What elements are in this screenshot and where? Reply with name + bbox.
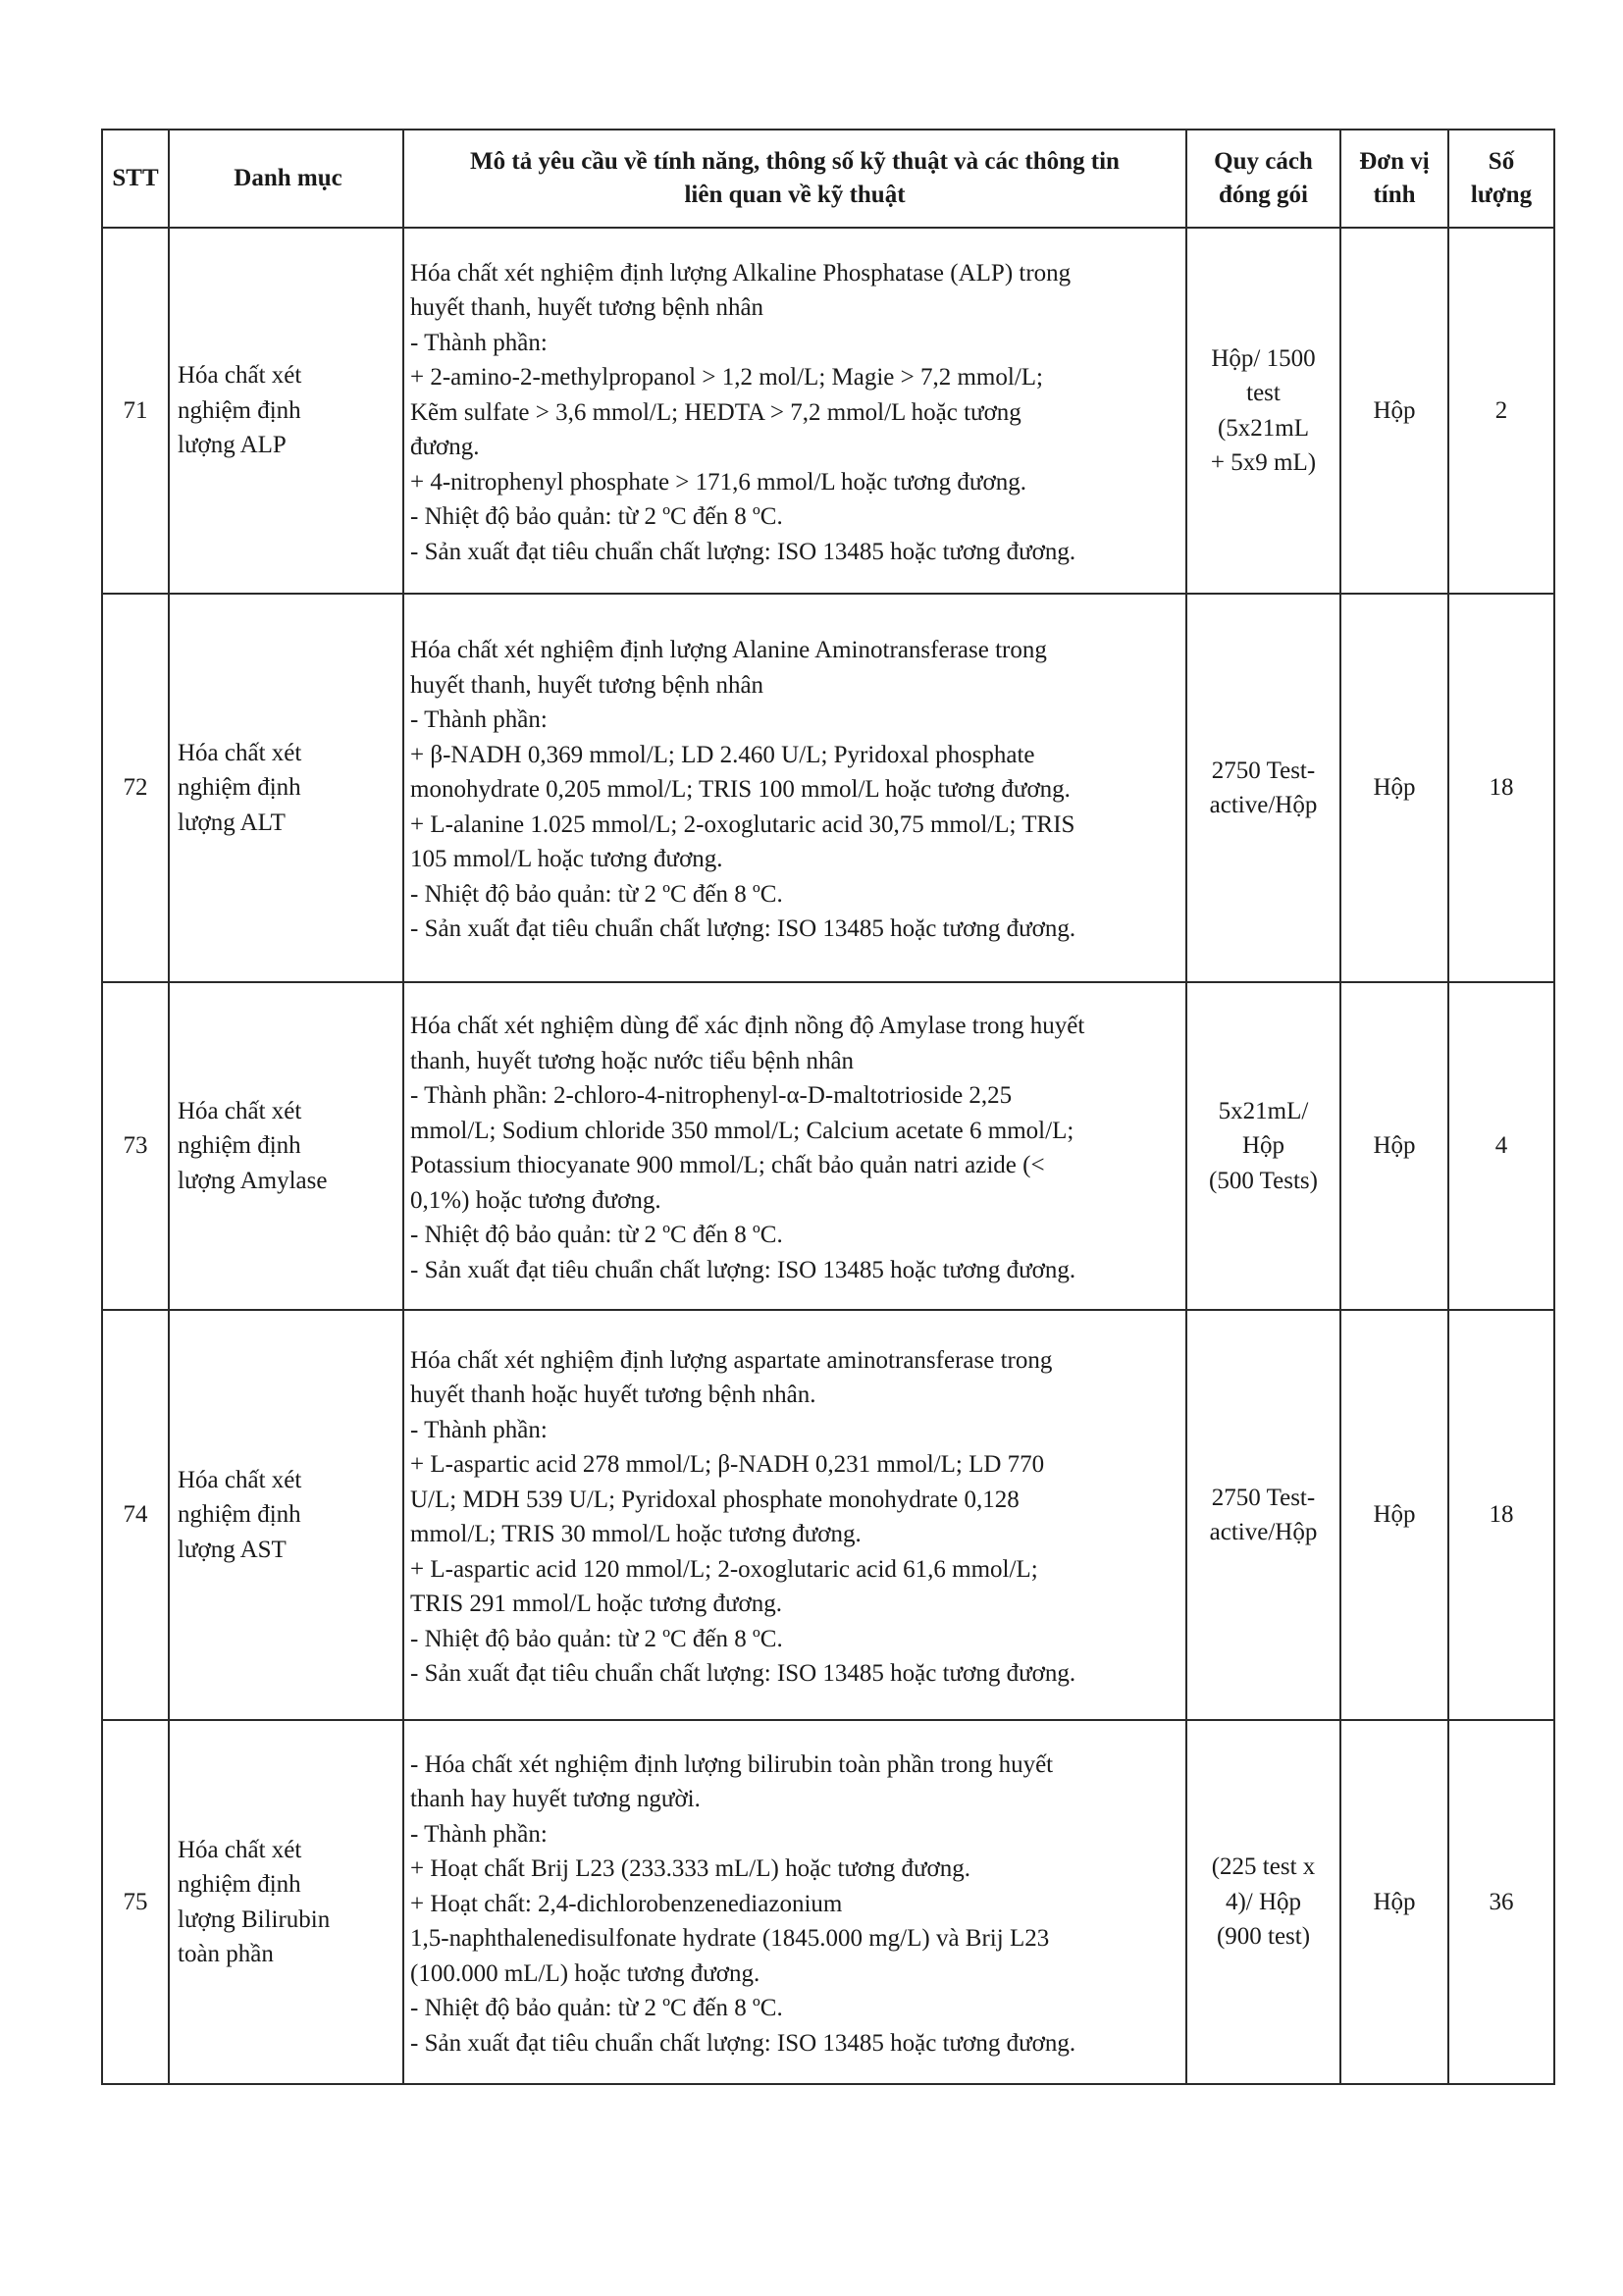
row-unit [1340,1310,1448,1720]
header-category-label: Danh mục [234,165,342,191]
row-description-line: (100.000 mL/L) hoặc tương đương. [410,1959,760,1987]
row-category-line: nghiệm định [178,774,301,802]
row-description-line: Potassium thiocyanate 900 mmol/L; chất bảo quản natri azide (< [410,1152,1045,1178]
row-description-line: Kẽm sulfate > 3,6 mmol/L; HEDTA > 7,2 mmol/L hoặc tương [410,398,1021,426]
header-quantity-line: Số [1488,148,1515,175]
row-stt-value: 73 [123,1132,148,1160]
row-stt-value: 75 [123,1888,148,1915]
row-category-line: nghiệm định [178,396,301,424]
row-stt [102,1310,169,1720]
row-category-line: toàn phần [178,1941,274,1967]
row-stt-value: 74 [123,1501,148,1529]
row-description-line: Hóa chất xét nghiệm định lượng Alanine Aminotransferase trong [410,637,1047,664]
header-row [102,130,1554,228]
row-category-line: lượng Bilirubin [178,1905,331,1933]
header-packaging [1186,130,1340,228]
header-stt [102,130,169,228]
row-description-line: + β-NADH 0,369 mmol/L; LD 2.460 U/L; Pyridoxal phosphate [410,741,1035,768]
row-description-line: Hóa chất xét nghiệm định lượng aspartate aminotransferase trong [410,1346,1053,1374]
row-category [169,228,403,594]
row-unit [1340,228,1448,594]
row-description-line: + L-alanine 1.025 mmol/L; 2-oxoglutaric acid 30,75 mmol/L; TRIS [410,810,1075,838]
header-packaging-line: đóng gói [1218,182,1308,208]
row-category-line: lượng Amylase [178,1167,328,1194]
row-packaging-line: 5x21mL/ [1218,1097,1309,1124]
row-description-line: + Hoạt chất: 2,4-dichlorobenzenediazonium [410,1890,843,1917]
header-description-line: Mô tả yêu cầu về tính năng, thông số kỹ thuật và các thông tin [470,148,1120,175]
row-description-line: + L-aspartic acid 120 mmol/L; 2-oxoglutaric acid 61,6 mmol/L; [410,1555,1038,1583]
header-description [403,130,1186,228]
row-description-line: - Sản xuất đạt tiêu chuẩn chất lượng: ISO 13485 hoặc tương đương. [410,915,1076,943]
row-description-line: huyết thanh hoặc huyết tương bệnh nhân. [410,1382,816,1408]
row-description-line: TRIS 291 mmol/L hoặc tương đương. [410,1591,782,1617]
row-packaging-line: Hộp [1241,1132,1285,1160]
row-description-line: - Sản xuất đạt tiêu chuẩn chất lượng: ISO 13485 hoặc tương đương. [410,538,1076,565]
row-description [403,594,1186,982]
row-description-line: - Nhiệt độ bảo quản: từ 2 ºC đến 8 ºC. [410,1995,783,2022]
row-packaging-line: (900 test) [1216,1923,1311,1951]
header-description-line: liên quan về kỹ thuật [684,182,906,208]
row-description-line: mmol/L; TRIS 30 mmol/L hoặc tương đương. [410,1521,862,1547]
row-description-line: 1,5-naphthalenedisulfonate hydrate (1845.000 mg/L) và Brij L23 [410,1925,1050,1953]
header-stt-label: STT [112,165,159,191]
row-description-line: - Thành phần: [410,706,548,734]
header-unit [1340,130,1448,228]
row-description-line: - Sản xuất đạt tiêu chuẩn chất lượng: ISO 13485 hoặc tương đương. [410,2029,1076,2057]
row-unit [1340,594,1448,982]
row-unit-value: Hộp [1373,396,1416,424]
row-stt [102,1720,169,2084]
row-description-line: - Thành phần: [410,1820,548,1848]
row-category [169,982,403,1310]
row-category [169,1310,403,1720]
row-category-line: nghiệm định [178,1871,301,1898]
row-packaging-line: 2750 Test- [1211,757,1316,784]
row-description-line: + 4-nitrophenyl phosphate > 171,6 mmol/L hoặc tương đương. [410,468,1026,496]
row-description-line: huyết thanh, huyết tương bệnh nhân [410,671,764,699]
row-packaging-line: active/Hộp [1209,1519,1318,1545]
row-category-line: lượng ALP [178,432,287,459]
row-packaging-line: + 5x9 mL) [1210,449,1317,476]
row-category-line: Hóa chất xét [178,1836,302,1863]
row-category-line: Hóa chất xét [178,739,302,766]
header-quantity-line: lượng [1470,182,1533,208]
row-description-line: + Hoạt chất Brij L23 (233.333 mL/L) hoặc tương đương. [410,1855,971,1883]
row-description-line: - Nhiệt độ bảo quản: từ 2 ºC đến 8 ºC. [410,880,783,908]
row-packaging-line: (500 Tests) [1209,1167,1318,1194]
row-unit-value: Hộp [1373,1888,1416,1915]
row-category-line: nghiệm định [178,1132,301,1160]
row-stt [102,594,169,982]
header-unit-line: tính [1373,182,1416,208]
row-description-line: - Thành phần: [410,1416,548,1443]
row-description-line: + L-aspartic acid 278 mmol/L; β-NADH 0,231 mmol/L; LD 770 [410,1451,1045,1478]
row-packaging [1186,1720,1340,2084]
row-category-line: Hóa chất xét [178,1097,302,1124]
specification-table [101,129,1555,2085]
row-stt-value: 72 [123,774,148,802]
row-quantity [1448,228,1554,594]
row-packaging-line: (225 test x [1211,1853,1316,1881]
row-unit-value: Hộp [1373,1501,1416,1529]
row-stt [102,982,169,1310]
row-category-line: Hóa chất xét [178,1466,302,1493]
row-packaging-line: 4)/ Hộp [1225,1888,1302,1915]
row-description-line: thanh hay huyết tương người. [410,1786,701,1813]
table-row [102,982,1554,1310]
row-description-line: Hóa chất xét nghiệm dùng để xác định nồng độ Amylase trong huyết [410,1013,1085,1039]
row-description-line: - Hóa chất xét nghiệm định lượng bilirubin toàn phần trong huyết [410,1750,1054,1778]
row-unit-value: Hộp [1373,1132,1416,1160]
row-unit [1340,982,1448,1310]
row-description-line: - Sản xuất đạt tiêu chuẩn chất lượng: ISO 13485 hoặc tương đương. [410,1256,1076,1283]
row-quantity [1448,1310,1554,1720]
table-row [102,594,1554,982]
row-description-line: huyết thanh, huyết tương bệnh nhân [410,294,764,322]
row-quantity-value: 18 [1489,774,1514,802]
row-stt-value: 71 [123,396,148,424]
row-packaging [1186,1310,1340,1720]
row-category-line: nghiệm định [178,1501,301,1529]
row-unit-value: Hộp [1373,774,1416,802]
table-row [102,1310,1554,1720]
row-packaging-line: test [1246,380,1281,406]
row-quantity [1448,594,1554,982]
table-row [102,1720,1554,2084]
row-packaging [1186,594,1340,982]
row-description [403,228,1186,594]
header-packaging-line: Quy cách [1214,148,1313,175]
row-quantity [1448,1720,1554,2084]
row-description-line: U/L; MDH 539 U/L; Pyridoxal phosphate monohydrate 0,128 [410,1486,1020,1513]
row-category-line: lượng ALT [178,809,286,836]
row-description-line: - Thành phần: [410,329,548,356]
row-category [169,1720,403,2084]
row-description-line: - Thành phần: 2-chloro-4-nitrophenyl-α-D-maltotrioside 2,25 [410,1082,1013,1109]
row-quantity-value: 36 [1489,1888,1514,1915]
row-description-line: - Nhiệt độ bảo quản: từ 2 ºC đến 8 ºC. [410,1625,783,1652]
row-packaging-line: 2750 Test- [1211,1484,1316,1511]
row-description-line: monohydrate 0,205 mmol/L; TRIS 100 mmol/L hoặc tương đương. [410,776,1071,804]
row-description-line: Hóa chất xét nghiệm định lượng Alkaline Phosphatase (ALP) trong [410,259,1072,287]
row-packaging [1186,982,1340,1310]
row-category-line: lượng AST [178,1536,287,1563]
row-description-line: + 2-amino-2-methylpropanol > 1,2 mol/L; Magie > 7,2 mmol/L; [410,364,1043,391]
row-packaging-line: Hộp/ 1500 [1211,344,1316,372]
table-body [102,228,1554,2084]
row-packaging-line: active/Hộp [1209,792,1318,818]
row-description-line: - Sản xuất đạt tiêu chuẩn chất lượng: ISO 13485 hoặc tương đương. [410,1660,1076,1687]
row-description [403,982,1186,1310]
row-description-line: - Nhiệt độ bảo quản: từ 2 ºC đến 8 ºC. [410,503,783,531]
row-quantity-value: 18 [1489,1501,1514,1529]
row-description-line: 105 mmol/L hoặc tương đương. [410,846,723,873]
row-description [403,1310,1186,1720]
row-unit [1340,1720,1448,2084]
row-description-line: thanh, huyết tương hoặc nước tiểu bệnh nhân [410,1047,855,1074]
row-stt [102,228,169,594]
row-packaging-line: (5x21mL [1217,414,1310,442]
row-category-line: Hóa chất xét [178,362,302,390]
row-quantity-value: 2 [1494,396,1508,424]
header-quantity [1448,130,1554,228]
table-row [102,228,1554,594]
row-description [403,1720,1186,2084]
row-quantity [1448,982,1554,1310]
header-category [169,130,403,228]
row-quantity-value: 4 [1494,1132,1508,1160]
header-unit-line: Đơn vị [1359,148,1430,175]
row-description-line: - Nhiệt độ bảo quản: từ 2 ºC đến 8 ºC. [410,1222,783,1248]
row-description-line: 0,1%) hoặc tương đương. [410,1186,661,1214]
row-description-line: mmol/L; Sodium chloride 350 mmol/L; Calcium acetate 6 mmol/L; [410,1117,1074,1144]
row-category [169,594,403,982]
row-description-line: đương. [410,434,480,461]
row-packaging [1186,228,1340,594]
